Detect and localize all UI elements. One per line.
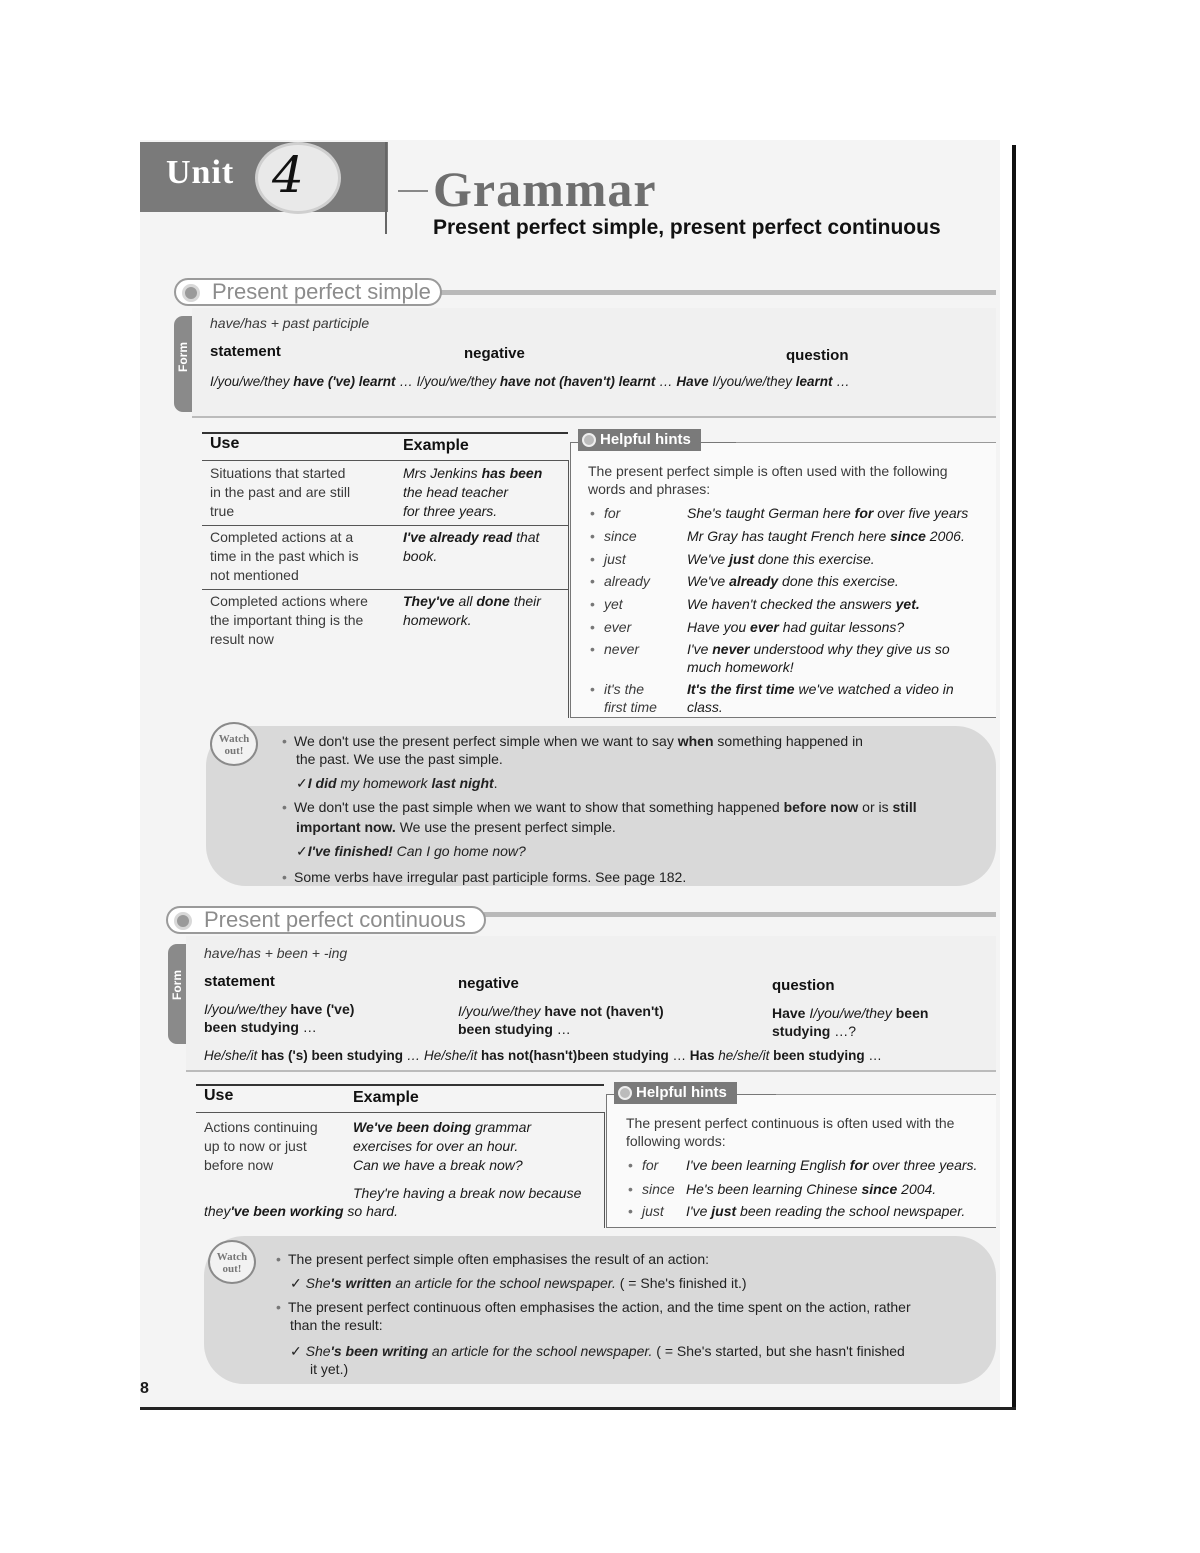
example-header: Example xyxy=(353,1089,419,1106)
page-bottom-rule xyxy=(140,1407,1016,1410)
watch-out-text xyxy=(288,1298,911,1316)
hint-word: never xyxy=(604,641,640,657)
form-tab-label: Form xyxy=(170,970,184,1000)
bullet-icon: • xyxy=(590,619,595,635)
text-run: done this exercise. xyxy=(778,573,899,589)
text-run: their xyxy=(509,593,541,609)
example-cell xyxy=(353,1137,518,1156)
text-run: something happened in xyxy=(713,733,863,749)
statement-example xyxy=(204,1000,354,1019)
formula: have/has + been + -ing xyxy=(204,945,348,961)
text-run: over five years xyxy=(873,505,969,521)
bullet-icon: • xyxy=(282,799,287,815)
text-run: He/she/it xyxy=(204,1048,262,1063)
hints-intro-line: words and phrases: xyxy=(588,481,711,497)
text-run: homework. xyxy=(403,612,472,628)
text-run: She xyxy=(305,1343,331,1359)
bullet-icon: • xyxy=(276,1251,281,1267)
text-run: We don't use the past simple when we want to show that something happened xyxy=(294,799,784,815)
text-run: just xyxy=(711,1203,737,1219)
section-rule xyxy=(484,912,996,917)
text-run: the head teacher xyxy=(403,484,509,500)
use-header: Use xyxy=(210,435,240,452)
text-run: I/you/we/they xyxy=(210,374,294,389)
use-cell: not mentioned xyxy=(210,567,299,583)
text-run: before now xyxy=(783,799,859,815)
text-run: 2006. xyxy=(925,528,965,544)
text-run: … He/she/it xyxy=(403,1048,482,1063)
form-line-third-person xyxy=(204,1046,882,1065)
text-run: I've been learning English xyxy=(686,1157,850,1173)
text-run: book. xyxy=(403,548,438,564)
hint-example xyxy=(687,698,723,717)
hint-word: since xyxy=(604,528,637,544)
text-run: than the result: xyxy=(290,1317,383,1333)
page-subtitle: Present perfect simple, present perfect continuous xyxy=(433,216,941,239)
text-run: Can I go home now? xyxy=(392,843,526,859)
text-run: … xyxy=(655,374,677,389)
table-rule xyxy=(202,460,568,461)
bullet-icon: • xyxy=(282,869,287,885)
text-run: learnt xyxy=(795,374,833,389)
text-run: it yet.) xyxy=(310,1361,349,1377)
watch-out-text xyxy=(296,750,503,768)
text-run: ✓ xyxy=(296,775,308,791)
text-run: have ('ve) learnt xyxy=(293,374,396,389)
page-number: 8 xyxy=(140,1380,149,1397)
example-cell xyxy=(403,547,437,566)
text-run: … xyxy=(832,374,850,389)
header-dash xyxy=(398,190,428,192)
text-run: been studying xyxy=(773,1048,865,1063)
text-run: We've xyxy=(687,551,730,567)
text-run: since xyxy=(861,1181,898,1197)
use-cell: the important thing is the xyxy=(210,612,364,628)
text-run: yet. xyxy=(895,596,920,612)
text-run: Have you xyxy=(687,619,751,635)
text-run: … xyxy=(552,1021,571,1037)
hint-word: already xyxy=(604,573,650,589)
example-cell xyxy=(353,1156,523,1175)
use-cell: in the past and are still xyxy=(210,484,351,500)
text-run: they xyxy=(204,1203,231,1219)
text-run: They've xyxy=(403,593,455,609)
text-run: have not (haven't) xyxy=(544,1003,664,1019)
example-cell xyxy=(403,464,542,483)
page-title: Grammar xyxy=(433,161,657,217)
helpful-hints-label: Helpful hints xyxy=(600,431,691,448)
text-run: … xyxy=(668,1048,690,1063)
text-run: We haven't checked the answers xyxy=(687,596,896,612)
watch-out-text xyxy=(288,1250,709,1268)
text-run: Have xyxy=(676,374,709,389)
text-run: … I/you/we/they xyxy=(395,374,500,389)
watch-out-badge xyxy=(208,1240,256,1284)
use-cell: Completed actions at a xyxy=(210,529,354,545)
hint-example xyxy=(686,1156,977,1175)
text-run: They're having a break now because xyxy=(353,1185,582,1201)
use-cell: Situations that started xyxy=(210,465,346,481)
section-bullet-icon xyxy=(182,284,200,302)
question-label: question xyxy=(772,977,835,994)
bullet-icon: • xyxy=(628,1181,633,1197)
text-run: had guitar lessons? xyxy=(778,619,905,635)
unit-number: 4 xyxy=(272,146,304,204)
statement-label: statement xyxy=(210,343,281,360)
formula: have/has + past participle xyxy=(210,315,370,331)
text-run: It's the first time xyxy=(687,681,795,697)
text-run: still xyxy=(892,799,917,815)
text-run: We've been doing xyxy=(353,1119,472,1135)
text-run: understood why they give us so xyxy=(749,641,950,657)
text-run: for xyxy=(854,505,874,521)
text-run: We use the present perfect simple. xyxy=(395,819,616,835)
section-heading-text: Present perfect continuous xyxy=(204,907,466,932)
text-run: never xyxy=(712,641,750,657)
watch-out-text xyxy=(290,1274,747,1292)
watch-out-badge xyxy=(210,722,258,766)
text-run: She's taught German here xyxy=(687,505,855,521)
hint-example xyxy=(686,1202,965,1221)
text-run: or is xyxy=(858,799,893,815)
text-run: has not(hasn't)been studying xyxy=(481,1048,669,1063)
page-edge xyxy=(1012,145,1016,1410)
watch-out-badge-line: Watch xyxy=(218,733,250,745)
text-run: done xyxy=(476,593,510,609)
hint-example xyxy=(687,527,965,546)
text-run: my homework xyxy=(336,775,432,791)
text-run: been reading the school newspaper. xyxy=(736,1203,966,1219)
use-header: Use xyxy=(204,1087,234,1104)
table-column-rule xyxy=(604,1112,605,1228)
example-header: Example xyxy=(403,437,469,454)
statement-example xyxy=(204,1018,317,1037)
text-run: we've watched a video in xyxy=(794,681,954,697)
watch-out-text xyxy=(290,1316,383,1334)
text-run: he/she/it xyxy=(714,1048,774,1063)
watch-out-badge-line: out! xyxy=(224,745,244,757)
text-run: I've already read xyxy=(403,529,513,545)
text-run: …? xyxy=(830,1023,857,1039)
hint-example xyxy=(687,595,920,614)
hint-word: just xyxy=(604,551,626,567)
bullet-icon: • xyxy=(590,573,595,589)
hint-word: it's the xyxy=(604,681,645,697)
question-example xyxy=(772,1004,928,1023)
text-run: I've xyxy=(686,1203,712,1219)
section-heading-ppc xyxy=(166,906,486,934)
text-run: have ('ve) xyxy=(290,1001,355,1017)
example-cell xyxy=(353,1118,531,1137)
watch-out-text xyxy=(290,1342,905,1360)
negative-example xyxy=(458,1002,664,1021)
example-cell xyxy=(403,502,497,521)
watch-out-text xyxy=(296,818,616,836)
negative-label: negative xyxy=(464,345,525,362)
text-run: ✓ xyxy=(290,1343,306,1359)
bullet-icon: • xyxy=(282,733,287,749)
hints-rule xyxy=(776,1094,996,1095)
hints-bullet-icon xyxy=(618,1086,632,1100)
text-run: She xyxy=(305,1275,331,1291)
text-run: already xyxy=(729,573,779,589)
hints-intro-line: The present perfect continuous is often used with the xyxy=(626,1115,955,1131)
negative-example xyxy=(458,1020,571,1039)
text-run: The present perfect continuous often emphasises the action, and the time spent on the action, rather xyxy=(288,1299,911,1315)
example-cell xyxy=(403,483,508,502)
text-run: I/you/we/they xyxy=(708,374,796,389)
use-table-top-rule xyxy=(202,432,568,434)
bullet-icon: • xyxy=(590,505,595,521)
text-run: been studying xyxy=(458,1021,553,1037)
use-cell: time in the past which is xyxy=(210,548,359,564)
text-run: all xyxy=(454,593,477,609)
table-rule xyxy=(202,589,568,590)
text-run: done this exercise. xyxy=(754,551,875,567)
text-run: have not (haven't) learnt xyxy=(499,374,656,389)
text-run: Have xyxy=(772,1005,806,1021)
text-run: Can we have a break now? xyxy=(353,1157,523,1173)
helpful-hints-label: Helpful hints xyxy=(636,1084,727,1101)
text-run: 've been working xyxy=(230,1203,344,1219)
hint-example xyxy=(687,550,875,569)
watch-out-text xyxy=(310,1360,348,1378)
text-run: ✓ xyxy=(296,843,308,859)
example-cell xyxy=(403,611,471,630)
hint-example xyxy=(687,504,968,523)
text-run: Some verbs have irregular past participle forms. See page 182. xyxy=(294,869,687,885)
bullet-icon: • xyxy=(590,641,595,657)
bullet-icon: • xyxy=(628,1203,633,1219)
text-run: class. xyxy=(687,699,723,715)
hint-word: for xyxy=(642,1157,659,1173)
text-run: when xyxy=(677,733,714,749)
watch-out-badge-line: Watch xyxy=(216,1251,248,1263)
text-run: I/you/we/they xyxy=(805,1005,896,1021)
text-run: so hard. xyxy=(343,1203,398,1219)
text-run: He's been learning Chinese xyxy=(686,1181,862,1197)
text-run: I did xyxy=(307,775,337,791)
text-run: I've finished! xyxy=(307,843,393,859)
bullet-icon: • xyxy=(590,596,595,612)
hint-word: since xyxy=(642,1181,675,1197)
text-run: ever xyxy=(750,619,779,635)
text-run: 2004. xyxy=(897,1181,937,1197)
text-run: We've xyxy=(687,573,730,589)
hints-intro-line: The present perfect simple is often used with the following xyxy=(588,463,948,479)
hint-example xyxy=(687,680,954,699)
text-run: 's written xyxy=(330,1275,392,1291)
unit-label: Unit xyxy=(166,154,235,191)
text-run: exercises for over an hour. xyxy=(353,1138,519,1154)
hint-word: just xyxy=(642,1203,664,1219)
text-run: grammar xyxy=(471,1119,532,1135)
form-line xyxy=(210,372,850,391)
text-run: been studying xyxy=(204,1019,299,1035)
watch-out-text xyxy=(294,732,863,750)
example-cell xyxy=(353,1184,581,1203)
text-run: important now. xyxy=(296,819,396,835)
bullet-icon: • xyxy=(590,681,595,697)
section-rule xyxy=(440,290,996,295)
hint-example xyxy=(687,658,794,677)
text-run: been xyxy=(895,1005,929,1021)
text-run: the past. We use the past simple. xyxy=(296,751,503,767)
question-label: question xyxy=(786,347,849,364)
text-run: has been xyxy=(481,465,543,481)
use-cell: before now xyxy=(204,1157,274,1173)
text-run: much homework! xyxy=(687,659,794,675)
text-run: since xyxy=(890,528,926,544)
hints-rule xyxy=(736,442,996,443)
section-heading-pps xyxy=(174,278,442,306)
section-bullet-icon xyxy=(174,912,192,930)
example-cell xyxy=(403,528,539,547)
watch-out-badge-line: out! xyxy=(222,1263,242,1275)
use-cell: up to now or just xyxy=(204,1138,307,1154)
text-run: Has xyxy=(689,1048,715,1063)
text-run: … xyxy=(864,1048,882,1063)
use-cell: result now xyxy=(210,631,274,647)
hint-word: for xyxy=(604,505,621,521)
header-divider xyxy=(385,142,387,234)
use-cell: Completed actions where xyxy=(210,593,368,609)
use-table-top-rule xyxy=(196,1084,604,1086)
text-run: I/you/we/they xyxy=(458,1003,545,1019)
negative-label: negative xyxy=(458,975,519,992)
text-run: for xyxy=(849,1157,869,1173)
text-run: 's been writing xyxy=(330,1343,428,1359)
form-tab-label: Form xyxy=(176,342,190,372)
hint-example xyxy=(687,640,950,659)
text-run: an article for the school newspaper. xyxy=(428,1343,653,1359)
text-run: for three years. xyxy=(403,503,498,519)
text-run: ( = She's finished it.) xyxy=(615,1275,747,1291)
text-run: studying xyxy=(772,1023,831,1039)
text-run: I've xyxy=(687,641,713,657)
hint-word: yet xyxy=(604,596,623,612)
text-run: just xyxy=(729,551,754,567)
bullet-icon: • xyxy=(276,1299,281,1315)
hint-example xyxy=(687,618,904,637)
helpful-hints-tag xyxy=(614,1082,737,1104)
hint-word: first time xyxy=(604,699,657,715)
bullet-icon: • xyxy=(590,551,595,567)
hints-bullet-icon xyxy=(582,433,596,447)
hint-example xyxy=(687,572,899,591)
text-run: ( = She's started, but she hasn't finished xyxy=(652,1343,905,1359)
text-run: The present perfect simple often emphasises the result of an action: xyxy=(288,1251,710,1267)
table-column-rule xyxy=(568,460,569,718)
text-run: Mr Gray has taught French here xyxy=(687,528,891,544)
table-rule xyxy=(196,1112,604,1113)
question-example xyxy=(772,1022,856,1041)
bullet-icon: • xyxy=(590,528,595,544)
example-cell xyxy=(403,592,541,611)
hints-intro-line: following words: xyxy=(626,1133,726,1149)
statement-label: statement xyxy=(204,973,275,990)
hint-word: ever xyxy=(604,619,632,635)
watch-out-text xyxy=(296,774,498,792)
watch-out-text xyxy=(294,868,686,886)
watch-out-text xyxy=(294,798,917,816)
watch-out-text xyxy=(296,842,526,860)
text-run: last night xyxy=(431,775,494,791)
section-heading-text: Present perfect simple xyxy=(212,279,431,304)
example-cell xyxy=(204,1202,398,1221)
use-cell: Actions continuing xyxy=(204,1119,318,1135)
text-run: has ('s) been studying xyxy=(261,1048,404,1063)
text-run: … xyxy=(298,1019,317,1035)
table-rule xyxy=(202,525,568,526)
bullet-icon: • xyxy=(628,1157,633,1173)
text-run: an article for the school newspaper. xyxy=(391,1275,616,1291)
text-run: that xyxy=(512,529,540,545)
text-run: ✓ xyxy=(290,1275,306,1291)
hint-example xyxy=(686,1180,936,1199)
helpful-hints-tag xyxy=(578,429,701,451)
text-run: I/you/we/they xyxy=(204,1001,291,1017)
use-cell: true xyxy=(210,503,235,519)
text-run: Mrs Jenkins xyxy=(403,465,482,481)
text-run: over three years. xyxy=(868,1157,978,1173)
text-run: . xyxy=(493,775,498,791)
text-run: We don't use the present perfect simple when we want to say xyxy=(294,733,678,749)
